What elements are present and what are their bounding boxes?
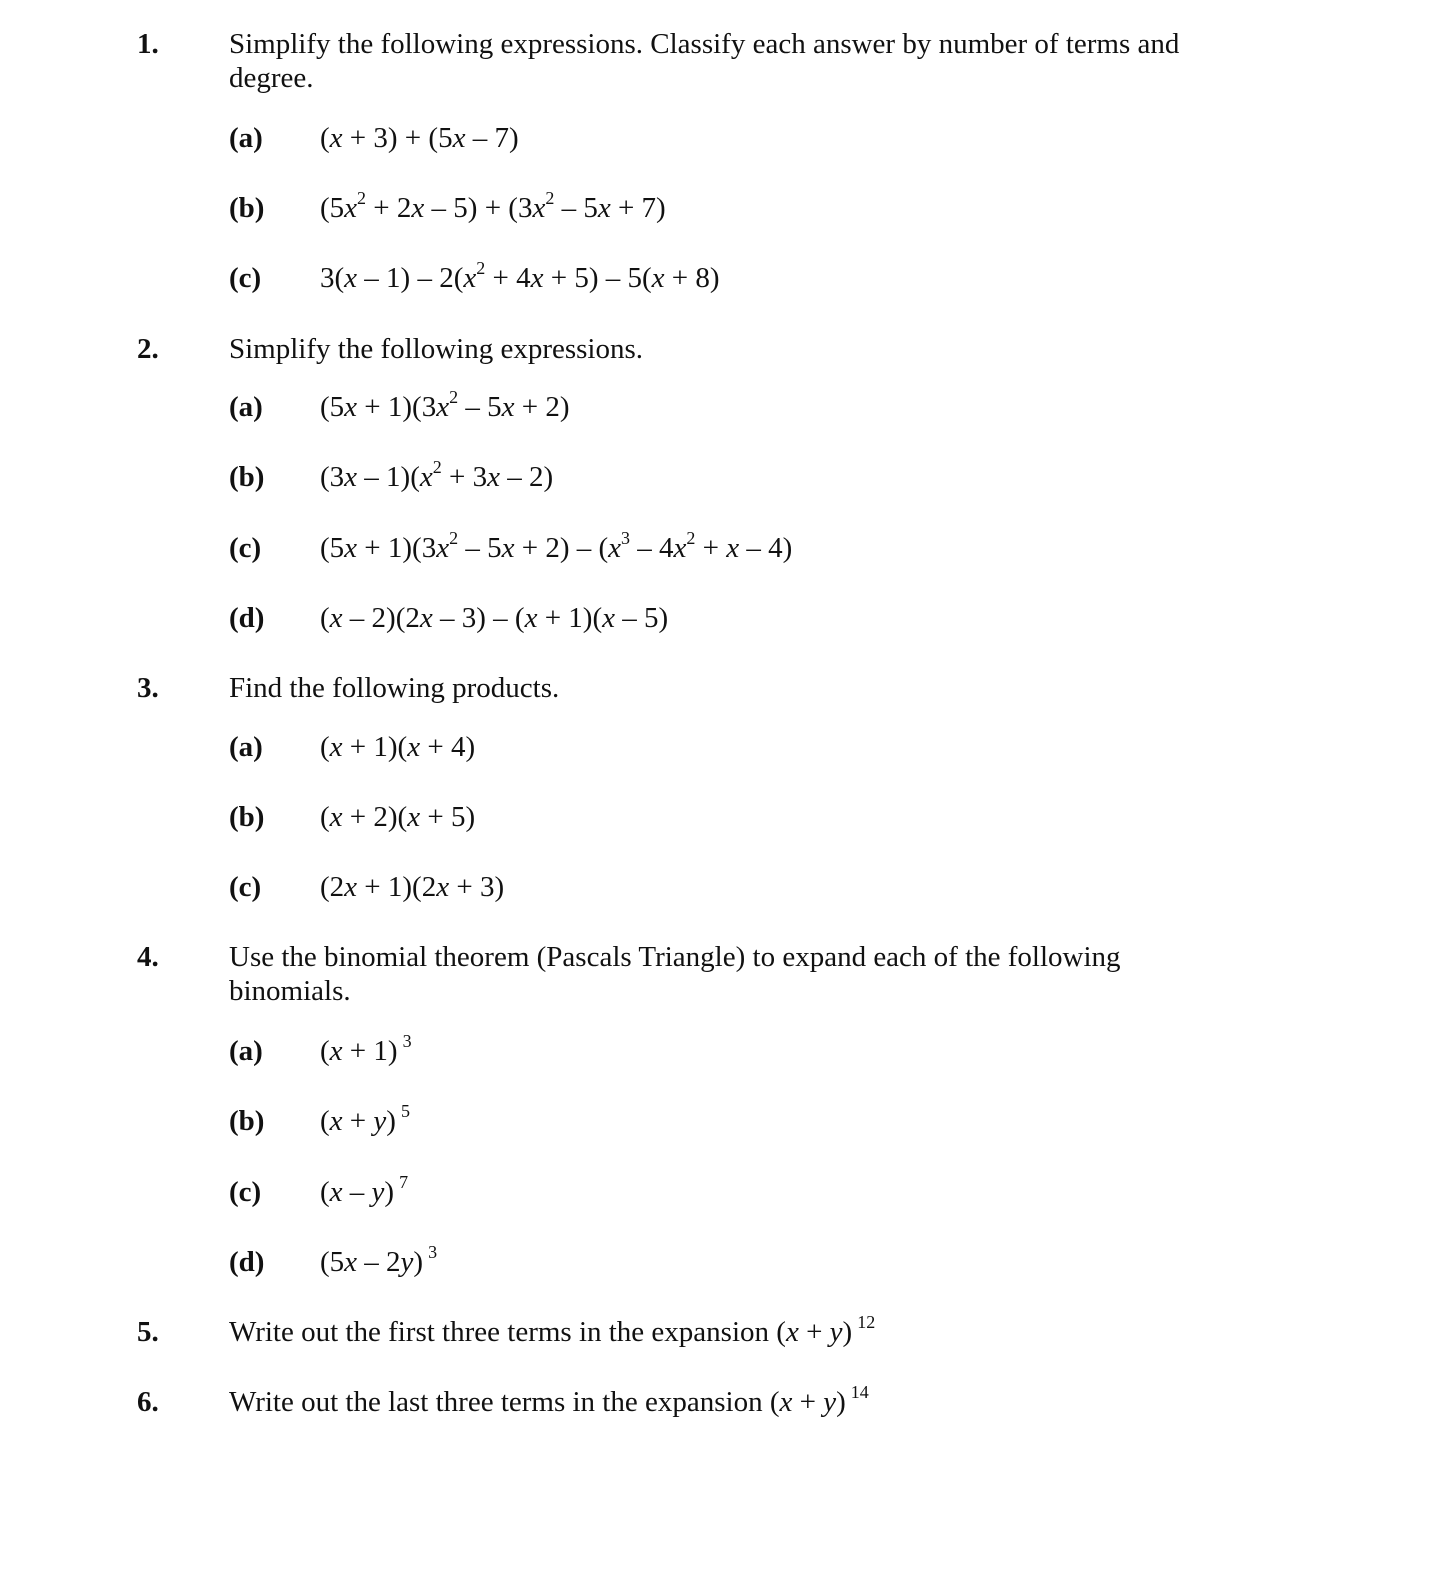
q3-part-label: (a): [229, 731, 263, 763]
q4-part-label: (d): [229, 1246, 265, 1278]
q3-part-label: (c): [229, 871, 262, 903]
q1-part-expression: $3(x - 1) - 2(x^2 + 4x + 5) - 5(x + 8)$: [320, 258, 720, 294]
q1-text: Simplify the following expressions. Classify each answer by number of terms and degree.: [229, 28, 1180, 94]
q2-part-expression: $(3x - 1)(x^2 + 3x - 2)$: [320, 457, 554, 493]
q3-part-expression: (2x + 1)(2x + 3): [320, 871, 505, 903]
q6-expression: (x + y) $^{14}$: [769, 1382, 869, 1418]
q4-part-label: (c): [229, 1176, 262, 1208]
q1-part-expression: (x + 3) + (5x – 7): [320, 122, 519, 154]
q6-number: 6.: [137, 1386, 159, 1418]
q5-text: Write out the first three terms in the expansion: [229, 1316, 770, 1348]
q5-line: [229, 1312, 1229, 1349]
q1-part-expression: $(5x^2 + 2x - 5) + (3x^2 - 5x + 7)$: [320, 188, 666, 224]
q4-part-expression: (5x – 2y) $^3$: [320, 1242, 438, 1278]
q2-part-label: (c): [229, 532, 262, 564]
q5-number: 5.: [137, 1316, 159, 1348]
q6-text: Write out the last three terms in the expansion: [229, 1386, 763, 1418]
q1-number: 1.: [137, 28, 159, 60]
q4-number: 4.: [137, 941, 159, 973]
q4-part-label: (a): [229, 1035, 263, 1067]
q3-number: 3.: [137, 672, 159, 704]
q2-text: Simplify the following expressions.: [229, 333, 644, 365]
q2-part-expression: $(5x + 1)(3x^2 - 5x + 2) - (x^3 - 4x^2 + x - 4)$: [320, 528, 793, 564]
q3-part-label: (b): [229, 801, 265, 833]
q2-part-label: (b): [229, 461, 265, 493]
q4-part-expression: (x – y) $^7$: [320, 1172, 409, 1208]
q1-part-label: (c): [229, 262, 262, 294]
q4-text: Use the binomial theorem (Pascals Triangle) to expand each of the following binomials.: [229, 941, 1121, 1007]
q3-part-expression: (x + 2)(x + 5): [320, 801, 476, 833]
q1-part-label: (b): [229, 192, 265, 224]
q2-number: 2.: [137, 333, 159, 365]
q2-part-expression: $(5x + 1)(3x^2 - 5x + 2)$: [320, 387, 570, 423]
q6-line: [229, 1382, 1229, 1419]
q4-part-expression: (x + y) $^5$: [320, 1101, 410, 1137]
q3-part-expression: (x + 1)(x + 4): [320, 731, 476, 763]
q2-part-expression: (x – 2)(2x – 3) – (x + 1)(x – 5): [320, 602, 669, 634]
q2-part-label: (d): [229, 602, 265, 634]
q4-part-label: (b): [229, 1105, 265, 1137]
q5-expression: (x + y) $^{12}$: [776, 1312, 876, 1348]
q1-part-label: (a): [229, 122, 263, 154]
q2-part-label: (a): [229, 391, 263, 423]
q3-text: Find the following products.: [229, 672, 560, 704]
q4-part-expression: (x + 1) $^3$: [320, 1031, 412, 1067]
